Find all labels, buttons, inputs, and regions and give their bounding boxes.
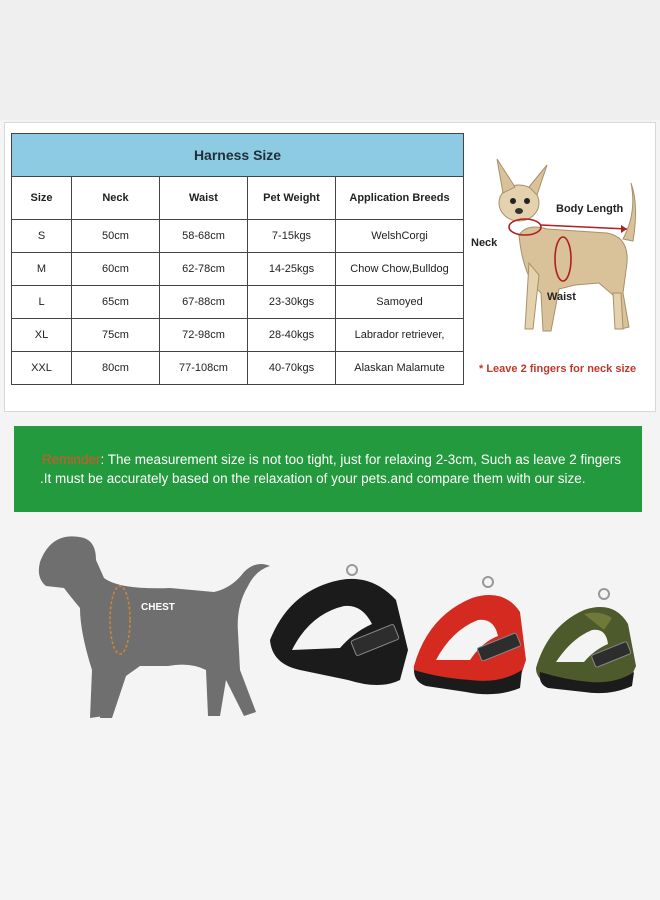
reminder-keyword: Reminder bbox=[42, 452, 101, 467]
header-waist: Waist bbox=[160, 177, 248, 220]
header-size: Size bbox=[12, 177, 72, 220]
table-row bbox=[12, 319, 464, 352]
header-neck: Neck bbox=[72, 177, 160, 220]
cell-breed: Samoyed bbox=[336, 286, 464, 319]
cell-neck: 60cm bbox=[72, 253, 160, 286]
reminder-banner bbox=[14, 426, 642, 512]
reminder-line-1: : The measurement size is not too tight, just for relaxing 2-3cm, Such as leave 2 fingers bbox=[100, 452, 622, 467]
cell-waist: 67-88cm bbox=[160, 286, 248, 319]
dog-silhouette-icon bbox=[39, 536, 270, 718]
black-harness-icon bbox=[270, 565, 408, 685]
neck-size-note: * Leave 2 fingers for neck size bbox=[479, 363, 637, 375]
cell-size: XL bbox=[12, 319, 72, 352]
cell-neck: 50cm bbox=[72, 220, 160, 253]
cell-size: XXL bbox=[12, 352, 72, 385]
chihuahua-illustration bbox=[467, 143, 653, 363]
harness-size-table bbox=[11, 133, 464, 385]
product-graphics bbox=[0, 520, 660, 900]
chest-label: CHEST bbox=[141, 602, 175, 613]
top-background bbox=[0, 0, 660, 120]
cell-neck: 75cm bbox=[72, 319, 160, 352]
cell-weight: 28-40kgs bbox=[248, 319, 336, 352]
neck-label: Neck bbox=[471, 237, 498, 249]
measurement-diagram bbox=[467, 143, 653, 393]
table-row bbox=[12, 220, 464, 253]
table-row bbox=[12, 253, 464, 286]
table-header-row bbox=[12, 177, 464, 220]
cell-waist: 58-68cm bbox=[160, 220, 248, 253]
camo-harness-icon bbox=[536, 589, 636, 693]
cell-breed: Chow Chow,Bulldog bbox=[336, 253, 464, 286]
table-title: Harness Size bbox=[12, 134, 464, 177]
cell-neck: 65cm bbox=[72, 286, 160, 319]
table-row bbox=[12, 352, 464, 385]
cell-breed: Alaskan Malamute bbox=[336, 352, 464, 385]
cell-size: S bbox=[12, 220, 72, 253]
cell-weight: 40-70kgs bbox=[248, 352, 336, 385]
cell-waist: 77-108cm bbox=[160, 352, 248, 385]
product-showcase bbox=[0, 520, 660, 900]
cell-waist: 72-98cm bbox=[160, 319, 248, 352]
red-harness-icon bbox=[414, 577, 526, 694]
size-chart-panel bbox=[4, 122, 656, 412]
cell-waist: 62-78cm bbox=[160, 253, 248, 286]
cell-weight: 23-30kgs bbox=[248, 286, 336, 319]
cell-weight: 7-15kgs bbox=[248, 220, 336, 253]
body-length-label: Body Length bbox=[556, 203, 624, 215]
cell-breed: WelshCorgi bbox=[336, 220, 464, 253]
cell-size: L bbox=[12, 286, 72, 319]
header-pet-weight: Pet Weight bbox=[248, 177, 336, 220]
cell-size: M bbox=[12, 253, 72, 286]
waist-label: Waist bbox=[547, 291, 576, 303]
cell-breed: Labrador retriever, bbox=[336, 319, 464, 352]
reminder-line-2: .It must be accurately based on the relaxation of your pets.and compare them with our size. bbox=[40, 471, 586, 486]
header-breeds: Application Breeds bbox=[336, 177, 464, 220]
cell-weight: 14-25kgs bbox=[248, 253, 336, 286]
cell-neck: 80cm bbox=[72, 352, 160, 385]
table-row bbox=[12, 286, 464, 319]
